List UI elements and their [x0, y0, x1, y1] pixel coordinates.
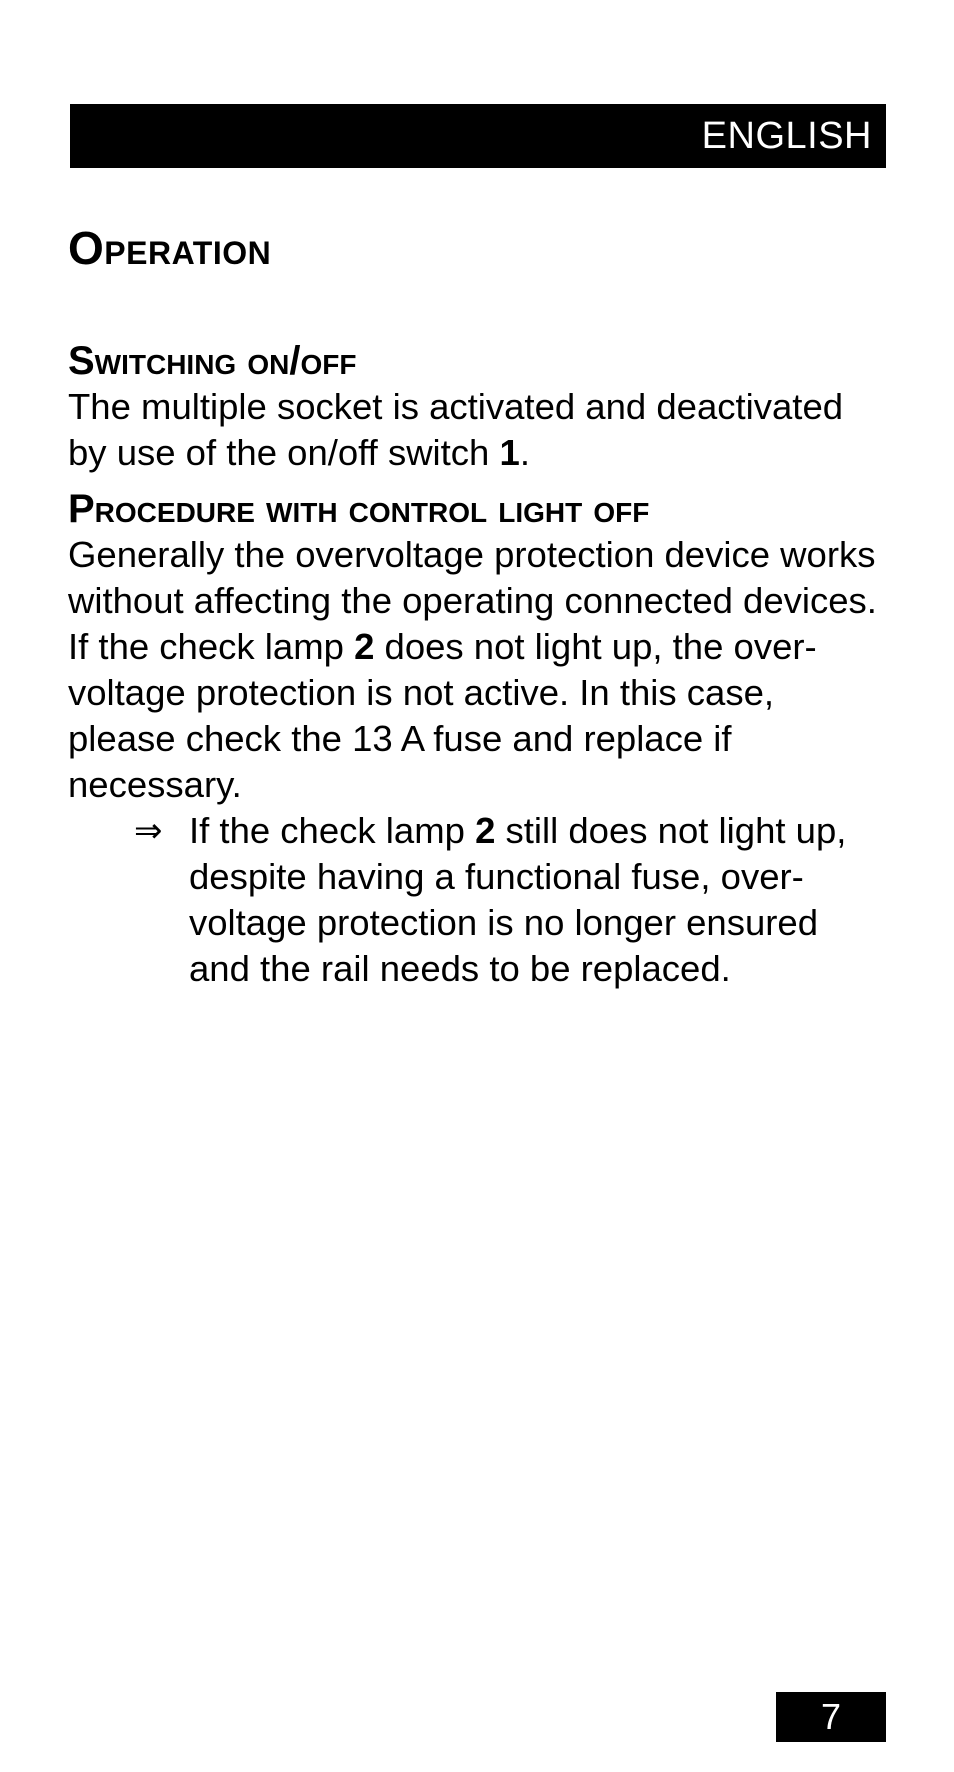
bullet-text: If the check lamp 2 still does not light up, despite having a functional fuse, over-voltage protection is no longer ensured and the rail needs to be replaced. — [189, 810, 847, 989]
page-number: 7 — [776, 1692, 886, 1742]
section-title: Operation — [68, 222, 272, 274]
procedure-paragraph-1: Generally the overvoltage protection device works without affecting the operating connected devices. — [68, 534, 877, 621]
procedure-title: Procedure with control light off — [68, 487, 650, 531]
lamp-reference: 2 — [354, 626, 375, 667]
language-label: ENGLISH — [701, 114, 872, 157]
procedure-paragraph-2: If the check lamp 2 does not light up, the over-voltage protection is not active. In this case, please check the 13 A fuse and replace if necessary. — [68, 626, 817, 805]
switch-reference: 1 — [499, 432, 520, 473]
right-double-arrow-icon: ⇒ — [134, 811, 163, 851]
page-content — [68, 220, 888, 992]
procedure-bullet — [134, 808, 888, 992]
bullet-lamp-reference: 2 — [475, 810, 496, 851]
switching-title: Switching on/off — [68, 339, 357, 383]
switching-text: The multiple socket is activated and deactivated by use of the on/off switch 1. — [68, 386, 844, 473]
language-header-bar — [70, 104, 886, 168]
